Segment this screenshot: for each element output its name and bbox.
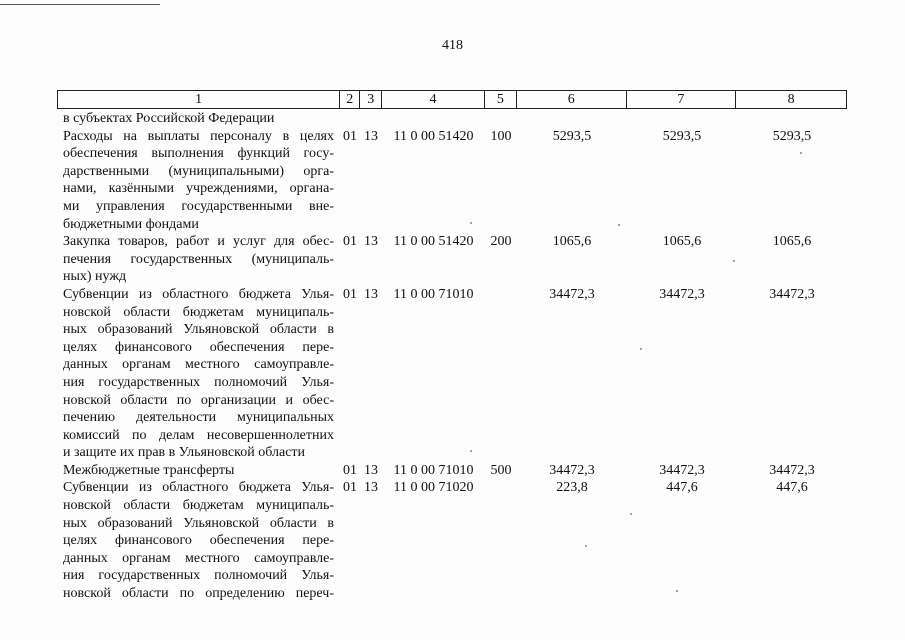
page-number: 418 xyxy=(442,38,463,53)
subsection-code: 13 xyxy=(364,462,378,478)
expense-type-code: 200 xyxy=(490,234,512,250)
target-article-code: 11 0 00 51420 xyxy=(393,128,474,144)
description-line: ных образований Ульяновской области в xyxy=(63,515,334,531)
row-description xyxy=(57,110,340,128)
description-line: Межбюджетные трансферты xyxy=(63,462,235,478)
header-col-7: 7 xyxy=(627,91,737,108)
scan-speck xyxy=(630,513,632,515)
description-line: Субвенции из областного бюджета Улья- xyxy=(63,286,334,302)
description-line: целях финансового обеспечения пере- xyxy=(63,533,334,549)
header-col-1: 1 xyxy=(58,91,340,108)
scan-speck xyxy=(800,152,802,154)
table-row xyxy=(57,462,847,480)
description-line: ми управления государственными вне- xyxy=(63,198,334,214)
amount-col-6: 5293,5 xyxy=(552,128,592,144)
description-line: нами, казёнными учреждениями, органа- xyxy=(63,181,334,197)
amount-col-6: 34472,3 xyxy=(549,462,595,478)
amount-col-7: 34472,3 xyxy=(659,462,705,478)
section-code: 01 xyxy=(343,128,357,144)
description-line: целях финансового обеспечения пере- xyxy=(63,339,334,355)
amount-col-8: 34472,3 xyxy=(769,286,815,302)
description-line: ния государственных полномочий Улья- xyxy=(63,568,334,584)
section-code: 01 xyxy=(343,480,357,496)
scan-speck xyxy=(618,224,620,226)
section-code: 01 xyxy=(343,462,357,478)
description-line: печению деятельности муниципальных xyxy=(63,410,334,426)
table-row xyxy=(57,233,847,286)
section-code: 01 xyxy=(343,286,357,302)
subsection-code: 13 xyxy=(364,480,378,496)
table-row xyxy=(57,479,847,602)
amount-col-7: 5293,5 xyxy=(662,128,702,144)
amount-col-8: 34472,3 xyxy=(769,462,815,478)
scan-speck xyxy=(585,545,587,547)
table-row xyxy=(57,110,847,128)
row-description xyxy=(57,233,340,286)
header-col-2: 2 xyxy=(340,91,360,108)
subsection-code: 13 xyxy=(364,286,378,302)
row-description xyxy=(57,462,340,480)
row-description xyxy=(57,286,340,462)
amount-col-7: 447,6 xyxy=(666,480,698,496)
header-col-6: 6 xyxy=(517,91,627,108)
description-line: новской области бюджетам муниципаль- xyxy=(63,304,334,320)
description-line: Субвенции из областного бюджета Улья- xyxy=(63,480,334,496)
table-row xyxy=(57,128,847,234)
description-line: Расходы на выплаты персоналу в целях xyxy=(63,128,334,144)
description-line: новской области бюджетам муниципаль- xyxy=(63,498,334,514)
expense-type-code: 500 xyxy=(490,462,512,478)
description-line: новской области по определению переч- xyxy=(63,586,334,602)
description-line: обеспечения выполнения функций госу- xyxy=(63,146,334,162)
description-line: данных органам местного самоуправле- xyxy=(63,357,334,373)
scan-speck xyxy=(470,222,472,224)
amount-col-8: 1065,6 xyxy=(772,234,812,250)
expense-type-code: 100 xyxy=(490,128,512,144)
target-article-code: 11 0 00 71010 xyxy=(393,286,474,302)
header-col-3: 3 xyxy=(360,91,382,108)
amount-col-6: 34472,3 xyxy=(549,286,595,302)
amount-col-7: 1065,6 xyxy=(662,234,702,250)
description-line: в субъектах Российской Федерации xyxy=(63,111,275,126)
description-line: комиссий по делам несовершеннолетних xyxy=(63,427,334,443)
description-line: ния государственных полномочий Улья- xyxy=(63,374,334,390)
description-line: печения государственных (муниципаль- xyxy=(63,251,334,267)
top-rule xyxy=(0,4,160,5)
description-line: и защите их прав в Ульяновской области xyxy=(63,445,306,461)
scan-speck xyxy=(470,450,472,452)
amount-col-6: 223,8 xyxy=(556,480,588,496)
amount-col-8: 5293,5 xyxy=(772,128,812,144)
table-row xyxy=(57,286,847,462)
description-line: новской области по организации и обес- xyxy=(63,392,334,408)
subsection-code: 13 xyxy=(364,234,378,250)
description-line: данных органам местного самоуправле- xyxy=(63,550,334,566)
description-line: ных) нужд xyxy=(63,269,127,285)
subsection-code: 13 xyxy=(364,128,378,144)
description-line: Закупка товаров, работ и услуг для обес- xyxy=(63,234,334,250)
description-line: ных образований Ульяновской области в xyxy=(63,322,334,338)
header-col-5: 5 xyxy=(485,91,517,108)
header-col-4: 4 xyxy=(382,91,485,108)
row-description xyxy=(57,128,340,234)
table-header xyxy=(57,90,847,109)
scan-speck xyxy=(733,260,735,262)
description-line: бюджетными фондами xyxy=(63,216,199,232)
row-description xyxy=(57,479,340,602)
scan-speck xyxy=(676,590,678,592)
target-article-code: 11 0 00 71020 xyxy=(393,480,474,496)
description-line: дарственными (муниципальными) орга- xyxy=(63,163,334,179)
amount-col-8: 447,6 xyxy=(776,480,808,496)
amount-col-6: 1065,6 xyxy=(552,234,592,250)
header-col-8: 8 xyxy=(787,92,795,107)
scan-speck xyxy=(640,348,642,350)
target-article-code: 11 0 00 71010 xyxy=(393,462,474,478)
section-code: 01 xyxy=(343,234,357,250)
amount-col-7: 34472,3 xyxy=(659,286,705,302)
target-article-code: 11 0 00 51420 xyxy=(393,234,474,250)
table-body xyxy=(57,110,847,603)
